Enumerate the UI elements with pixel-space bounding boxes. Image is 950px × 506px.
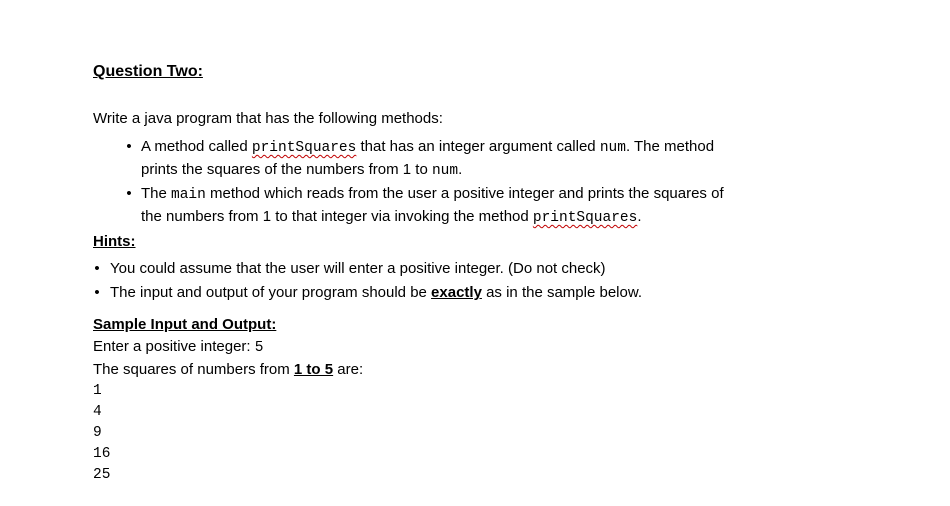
- text-segment: A method called: [141, 138, 252, 155]
- text-segment: The input and output of your program should be: [110, 284, 432, 301]
- emphasis-exactly: exactly: [431, 284, 482, 301]
- bullet-icon: •: [126, 185, 132, 202]
- text-segment: method which reads from the user a positive integer and prints the squares of: [205, 185, 724, 202]
- code-print-squares: printSquares: [251, 140, 357, 156]
- question-title: Question Two:: [93, 63, 203, 80]
- text-segment: The squares of numbers from: [93, 361, 294, 378]
- sample-title: Sample Input and Output:: [93, 316, 277, 333]
- text-segment: that has an integer argument called: [356, 138, 600, 155]
- text-segment: The: [141, 185, 172, 202]
- text-segment: as in the sample below.: [481, 284, 643, 301]
- sample-prompt-line: [93, 337, 263, 358]
- bullet-1-line-2: [141, 160, 462, 181]
- text-segment: .: [458, 161, 463, 178]
- sample-input-value: 5: [254, 340, 264, 356]
- code-print-squares: printSquares: [532, 210, 638, 226]
- text-segment: are:: [333, 361, 364, 378]
- bullet-2-line-1: [141, 184, 724, 205]
- output-line: 4: [93, 404, 102, 420]
- emphasis-range: 1 to 5: [293, 361, 334, 378]
- bullet-icon: •: [94, 284, 100, 301]
- bullet-2-line-2: [141, 207, 641, 228]
- output-line: 9: [93, 425, 102, 441]
- hints-title: Hints:: [93, 233, 136, 250]
- code-num: num: [599, 140, 626, 156]
- code-main: main: [171, 187, 206, 203]
- sample-prompt: Enter a positive integer:: [93, 338, 255, 355]
- bullet-1-line-1: [141, 137, 714, 158]
- bullet-icon: •: [126, 138, 132, 155]
- hint-1: You could assume that the user will enter a positive integer. (Do not check): [110, 260, 606, 277]
- output-line: 25: [93, 467, 111, 483]
- intro-text: Write a java program that has the following methods:: [93, 110, 443, 127]
- text-segment: . The method: [625, 138, 715, 155]
- text-segment: prints the squares of the numbers from 1 to: [141, 161, 432, 178]
- text-segment: the numbers from 1 to that integer via invoking the method: [141, 208, 533, 225]
- sample-result-line: [93, 360, 363, 380]
- bullet-icon: •: [94, 260, 100, 277]
- output-line: 16: [93, 446, 111, 462]
- text-segment: .: [637, 208, 642, 225]
- hint-2: [110, 283, 642, 303]
- code-num: num: [431, 163, 459, 179]
- output-line: 1: [93, 383, 102, 399]
